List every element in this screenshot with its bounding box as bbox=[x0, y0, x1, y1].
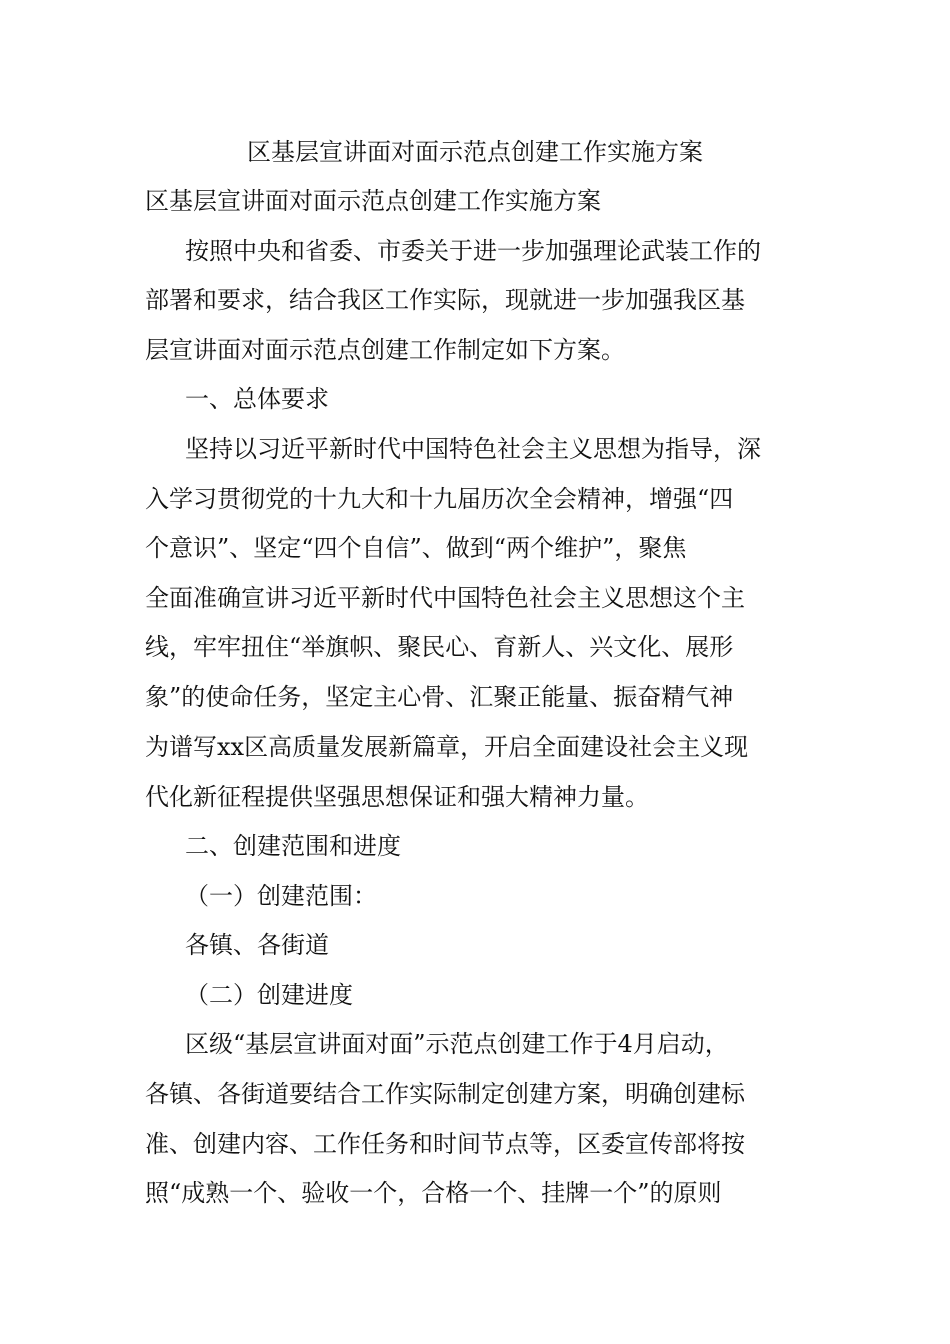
paragraph-line: 入学习贯彻党的十九大和十九届历次全会精神，增强“四 bbox=[145, 485, 734, 513]
paragraph-line: 各镇、各街道 bbox=[185, 931, 329, 959]
document-subtitle: 区基层宣讲面对面示范点创建工作实施方案 bbox=[145, 187, 601, 215]
paragraph-line: 部署和要求，结合我区工作实际，现就进一步加强我区基 bbox=[145, 286, 745, 314]
paragraph-line: 按照中央和省委、市委关于进一步加强理论武装工作的 bbox=[185, 237, 761, 265]
paragraph-line: 线，牢牢扭住“举旗帜、聚民心、育新人、兴文化、展形 bbox=[145, 633, 734, 661]
document-title: 区基层宣讲面对面示范点创建工作实施方案 bbox=[247, 138, 703, 166]
paragraph-line: 区级“基层宣讲面对面”示范点创建工作于4月启动， bbox=[185, 1030, 729, 1058]
paragraph-line: 坚持以习近平新时代中国特色社会主义思想为指导，深 bbox=[185, 435, 761, 463]
paragraph-line: 个意识”、坚定“四个自信”、做到“两个维护”，聚焦 bbox=[145, 534, 687, 562]
paragraph-line: 照“成熟一个、验收一个，合格一个、挂牌一个”的原则 bbox=[145, 1179, 722, 1207]
section-heading: 二、创建范围和进度 bbox=[185, 832, 401, 860]
paragraph-line: 全面准确宣讲习近平新时代中国特色社会主义思想这个主 bbox=[145, 584, 745, 612]
paragraph-line: 象”的使命任务，坚定主心骨、汇聚正能量、振奋精气神 bbox=[145, 683, 734, 711]
paragraph-line: 层宣讲面对面示范点创建工作制定如下方案。 bbox=[145, 336, 625, 364]
subsection-heading: （二）创建进度 bbox=[185, 981, 353, 1009]
subsection-heading: （一）创建范围： bbox=[185, 882, 377, 910]
paragraph-line: 各镇、各街道要结合工作实际制定创建方案，明确创建标 bbox=[145, 1080, 745, 1108]
paragraph-line: 代化新征程提供坚强思想保证和强大精神力量。 bbox=[145, 783, 649, 811]
paragraph-line: 为谱写xx区高质量发展新篇章，开启全面建设社会主义现 bbox=[145, 733, 749, 761]
paragraph-line: 准、创建内容、工作任务和时间节点等，区委宣传部将按 bbox=[145, 1130, 745, 1158]
section-heading: 一、总体要求 bbox=[185, 385, 329, 413]
